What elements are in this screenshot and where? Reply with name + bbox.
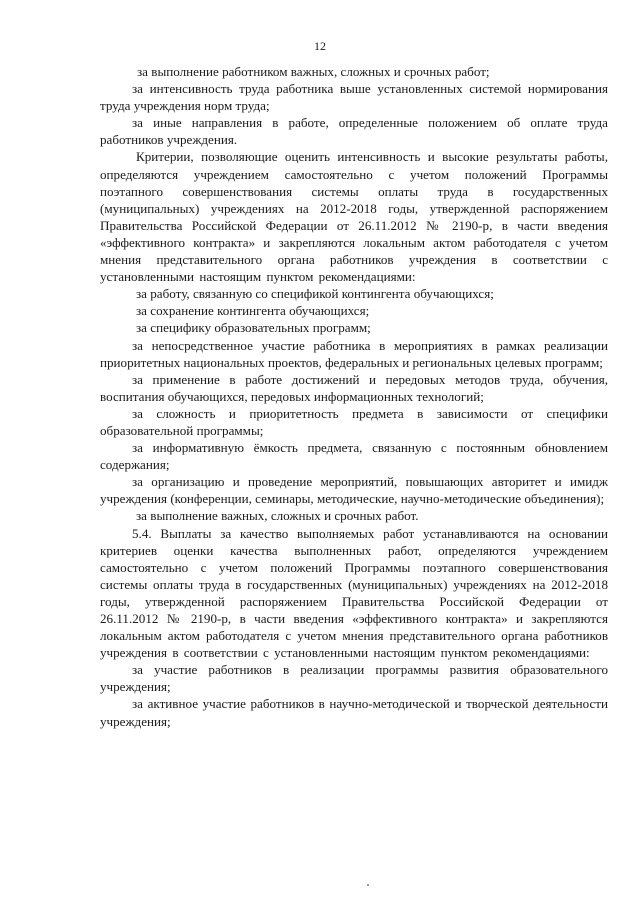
paragraph: за применение в работе достижений и передовых методов труда, обучения, воспитания обучающихся, передовых информационных технологий; [100, 371, 608, 404]
list-item: за специфику образовательных программ; [136, 320, 371, 336]
paragraph: за активное участие работников в научно-методической и творческой деятельности учреждения; [100, 696, 608, 729]
section-paragraph: 5.4. Выплаты за качество выполняемых работ устанавливаются на основании критериев оценки качества выполненных работ, определяются учреждением самостоятельно с учетом положений Программы поэтапного совершенствования системы оплаты труда в государственных (муниципальных) учреждениях на 2012-2018 годы, утвержденной распоряжением Правительства Российской Федерации от 26.11.2012 № 2190-р, в части введения «эффективного контракта» и закрепляются локальным актом работодателя с учетом мнения представительного органа работников учреждения в соответствии с установленными настоящим пунктом рекомендациями: [100, 525, 608, 661]
scan-speck [367, 884, 369, 886]
criteria-paragraph: Критерии, позволяющие оценить интенсивность и высокие результаты работы, определяются учреждением самостоятельно с учетом положений Программы поэтапного совершенствования системы оплаты труда в государственных (муниципальных) учреждениях на 2012-2018 годы, утвержденной распоряжением Правительства Российской Федерации от 26.11.2012 № 2190-р, в части введения «эффективного контракта» и закрепляются локальным актом работодателя с учетом мнения представительного органа работников учреждения в соответствии с установленными настоящим пунктом рекомендациями: [100, 149, 608, 285]
list-item: за выполнение важных, сложных и срочных работ. [136, 508, 419, 524]
paragraph: за информативную ёмкость предмета, связанную с постоянным обновлением содержания; [100, 440, 608, 473]
document-body [100, 63, 608, 730]
paragraph: за выполнение работником важных, сложных и срочных работ; [137, 64, 490, 79]
paragraph: за организацию и проведение мероприятий, повышающих авторитет и имидж учреждения (конференции, семинары, методические, научно-методические объединения); [100, 474, 608, 507]
paragraph: за сложность и приоритетность предмета в зависимости от специфики образовательной программы; [100, 405, 608, 438]
paragraph: за интенсивность труда работника выше установленных системой нормирования труда учреждения норм труда; [100, 81, 608, 114]
paragraph: за иные направления в работе, определенные положением об оплате труда работников учреждения. [100, 115, 608, 148]
paragraph: за участие работников в реализации программы развития образовательного учреждения; [100, 662, 608, 695]
list-item: за работу, связанную со спецификой контингента обучающихся; [136, 286, 494, 302]
page-number: 12 [314, 39, 326, 53]
list-item: за сохранение контингента обучающихся; [136, 303, 370, 319]
paragraph: за непосредственное участие работника в мероприятиях в рамках реализации приоритетных национальных проектов, федеральных и региональных целевых программ; [100, 337, 608, 370]
